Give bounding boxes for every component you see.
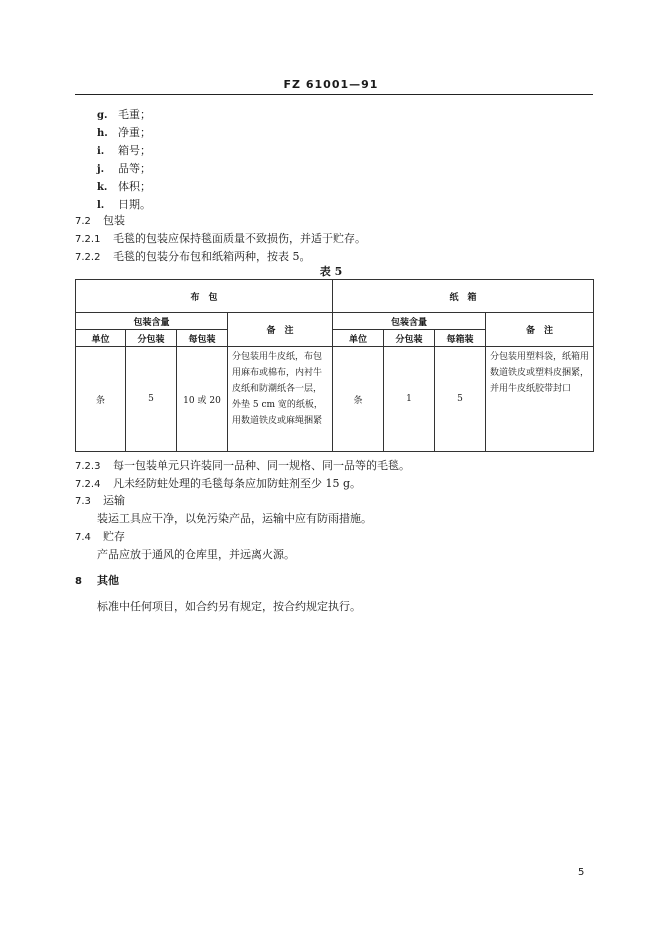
section-7-2-1: 7.2.1 毛毯的包装应保持毯面质量不致损伤，并适于贮存。 (75, 232, 366, 245)
table-caption: 表 5 (319, 265, 343, 278)
section-7-3-heading: 7.3 运输 (75, 494, 125, 507)
col-per-pack: 每包装 (177, 330, 228, 347)
col-sub-pack: 分包装 (384, 330, 435, 347)
section-7-4-heading: 7.4 贮存 (75, 530, 125, 543)
section-7-2-4: 7.2.4 凡未经防蛀处理的毛毯每条应加防蛀剂至少 15 g。 (75, 477, 362, 490)
section-7-2-heading: 7.2 包装 (75, 214, 125, 227)
cell-cloth-unit: 条 (76, 347, 126, 452)
standard-code: FZ 61001—91 (283, 78, 379, 91)
cell-cloth-sub: 5 (126, 347, 177, 452)
page-number: 5 (578, 867, 585, 878)
cloth-remark-header: 备 注 (228, 313, 333, 347)
cell-cloth-per: 10 或 20 (177, 347, 228, 452)
group-cloth-header: 布 包 (76, 280, 333, 313)
cell-cloth-remark: 分包装用牛皮纸，布包用麻布或棉布，内衬牛皮纸和防潮纸各一层，外垫 5 cm 宽的纸板，用数道铁皮或麻绳捆紧 (228, 347, 333, 452)
group-carton-header: 纸 箱 (333, 280, 594, 313)
section-7-2-3: 7.2.3 每一包装单元只许装同一品种、同一规格、同一品等的毛毯。 (75, 459, 410, 472)
carton-content-header: 包装含量 (333, 313, 486, 330)
list-item: g. 毛重； (97, 108, 151, 121)
table-row (76, 347, 594, 452)
col-per-carton: 每箱装 (435, 330, 486, 347)
col-unit: 单位 (76, 330, 126, 347)
col-unit: 单位 (333, 330, 384, 347)
header-rule (75, 94, 593, 95)
section-8-heading: 8 其他 (75, 574, 119, 587)
cell-carton-sub: 1 (384, 347, 435, 452)
col-sub-pack: 分包装 (126, 330, 177, 347)
list-item: i. 箱号； (97, 144, 151, 157)
list-item: h. 净重； (97, 126, 151, 139)
section-8-text: 标准中任何项目，如合约另有规定，按合约规定执行。 (97, 600, 361, 613)
cell-carton-unit: 条 (333, 347, 384, 452)
list-item: j. 品等； (97, 162, 151, 175)
cloth-content-header: 包装含量 (76, 313, 228, 330)
section-7-4-text: 产品应放于通风的仓库里，并远离火源。 (97, 548, 295, 561)
table-5 (75, 279, 594, 452)
cell-carton-per: 5 (435, 347, 486, 452)
carton-remark-header: 备 注 (486, 313, 594, 347)
section-7-2-2: 7.2.2 毛毯的包装分布包和纸箱两种，按表 5。 (75, 250, 311, 263)
section-7-3-text: 装运工具应干净，以免污染产品，运输中应有防雨措施。 (97, 512, 372, 525)
cell-carton-remark: 分包装用塑料袋，纸箱用数道铁皮或塑料皮捆紧，并用牛皮纸胶带封口 (486, 347, 594, 452)
list-item: l. 日期。 (97, 198, 151, 211)
list-item: k. 体积； (97, 180, 151, 193)
